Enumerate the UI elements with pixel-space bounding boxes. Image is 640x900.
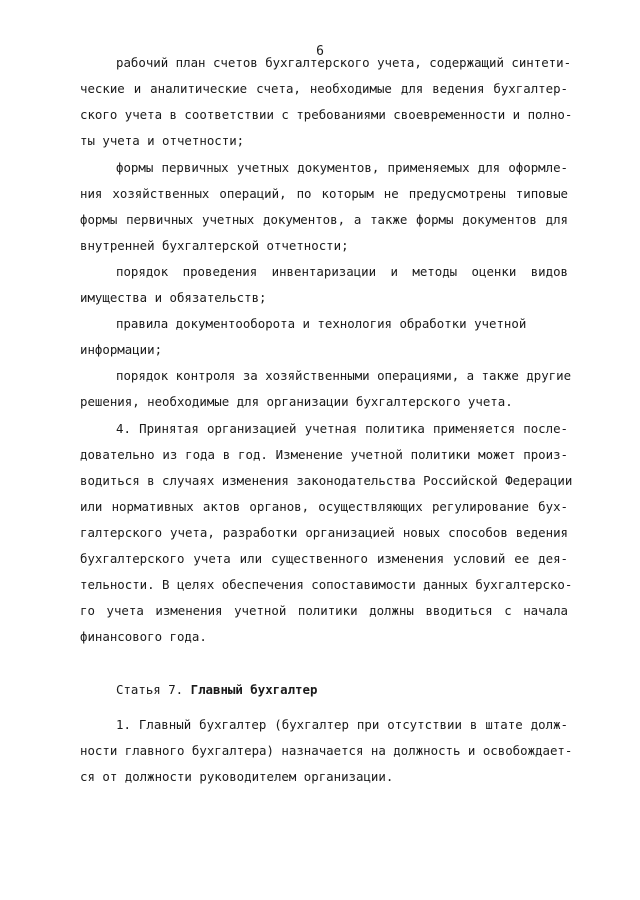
text-line: финансового года. xyxy=(80,629,207,644)
text-line: ского учета в соответствии с требованиями своевременности и полно- xyxy=(80,107,573,122)
text-line: галтерского учета, разработки организацией новых способов ведения xyxy=(80,525,568,540)
text-line: рабочий план счетов бухгалтерского учета, содержащий синтети- xyxy=(116,55,572,70)
page-number: 6 xyxy=(316,44,324,59)
text-line: ческие и аналитические счета, необходимые для ведения бухгалтер- xyxy=(80,81,568,96)
text-line: тельности. В целях обеспечения сопоставимости данных бухгалтерско- xyxy=(80,577,573,592)
text-line: ты учета и отчетности; xyxy=(80,133,245,148)
text-line: информации; xyxy=(80,342,163,357)
text-line: 1. Главный бухгалтер (бухгалтер при отсутствии в штате долж- xyxy=(116,717,568,732)
text-line: формы первичных учетных документов, а также формы документов для xyxy=(80,212,568,227)
text-line: го учета изменения учетной политики должны вводиться с начала xyxy=(80,603,568,618)
article-title: Главный бухгалтер xyxy=(190,682,318,697)
text-line: имущества и обязательств; xyxy=(80,290,267,305)
text-line: ся от должности руководителем организации. xyxy=(80,769,394,784)
text-line: правила документооборота и технология обработки учетной xyxy=(116,316,527,331)
text-line: 4. Принятая организацией учетная политика применяется после- xyxy=(116,421,568,436)
text-line: порядок проведения инвентаризации и методы оценки видов xyxy=(116,264,568,279)
text-line: ности главного бухгалтера) назначается на должность и освобождает- xyxy=(80,743,573,758)
article-number: Статья 7. xyxy=(116,682,184,697)
text-line: формы первичных учетных документов, применяемых для оформле- xyxy=(116,160,568,175)
text-line: внутренней бухгалтерской отчетности; xyxy=(80,238,349,253)
text-line: довательно из года в год. Изменение учетной политики может произ- xyxy=(80,447,568,462)
text-line: ния хозяйственных операций, по которым не предусмотрены типовые xyxy=(80,186,568,201)
text-line: водиться в случаях изменения законодательства Российской Федерации xyxy=(80,473,573,488)
text-line: порядок контроля за хозяйственными операциями, а также другие xyxy=(116,368,572,383)
text-line: решения, необходимые для организации бухгалтерского учета. xyxy=(80,394,513,409)
text-line: или нормативных актов органов, осуществляющих регулирование бух- xyxy=(80,499,568,514)
text-line: бухгалтерского учета или существенного изменения условий ее дея- xyxy=(80,551,568,566)
article-heading xyxy=(116,682,317,698)
